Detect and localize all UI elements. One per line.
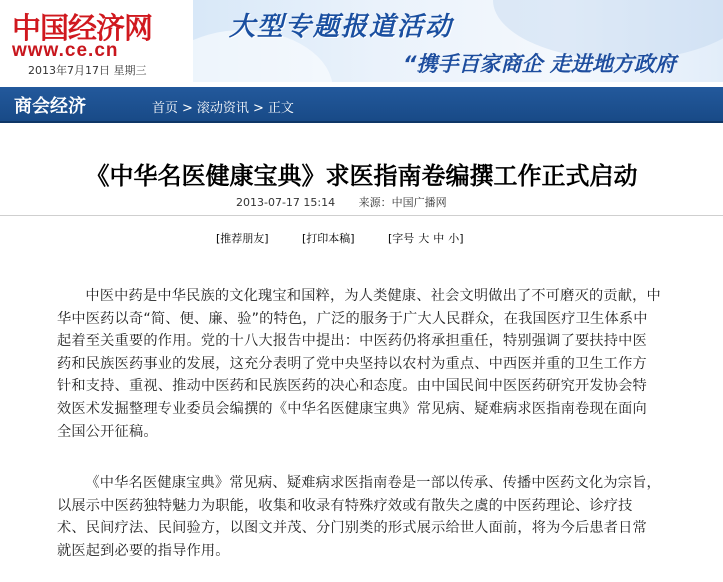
article-title: 《中华名医健康宝典》求医指南卷编撰工作正式启动 [85, 161, 638, 190]
font-size-controls [388, 230, 464, 246]
font-size-bracket: ] [459, 232, 464, 245]
breadcrumb [152, 97, 294, 116]
section-nav [0, 87, 723, 123]
recommend-friend-link[interactable]: [推荐朋友] [216, 232, 269, 245]
promo-banner[interactable] [193, 0, 723, 82]
section-title[interactable]: 商会经济 [14, 96, 86, 117]
breadcrumb-home[interactable]: 首页 [152, 101, 179, 116]
source-label: 来源： [358, 196, 392, 209]
banner-title: 大型专题报道活动 [229, 12, 454, 42]
banner-subtitle: “携手百家商企 走进地方政府 [403, 52, 676, 76]
breadcrumb-separator: > [182, 101, 193, 116]
article-timestamp: 2013-07-17 15:14 [236, 196, 336, 209]
breadcrumb-rolling-news[interactable]: 滚动资讯 [196, 101, 249, 116]
breadcrumb-separator: > [252, 101, 264, 116]
article-source[interactable]: 中国广播网 [391, 196, 447, 209]
logo-url[interactable]: www.ce.cn [12, 40, 119, 61]
site-logo[interactable] [0, 0, 193, 82]
site-header [0, 0, 723, 82]
divider [0, 215, 723, 216]
logo-text[interactable]: 中国经济网 [12, 11, 153, 45]
breadcrumb-current: 正文 [267, 101, 294, 116]
font-size-small[interactable]: 小 [448, 232, 460, 245]
article-meta [236, 194, 447, 210]
header-date: 2013年7月17日 星期三 [28, 64, 147, 77]
font-size-large[interactable]: 大 [418, 232, 430, 245]
font-size-label: [字号 [388, 232, 415, 245]
article-paragraph: 中医中药是中华民族的文化瑰宝和国粹，为人类健康、社会文明做出了不可磨灭的贡献，中华中医药以奇“简、便、廉、验”的特色，广泛的服务于广大人民群众，在我国医疗卫生体系中起着至关重要的作用。党的十八大报告中提出：中医药仍将承担重任，特别强调了要扶持中医药和民族医药事业的发展，这充分表明了党中央坚持以农村为重点、中西医并重的卫生工作方针和支持、重视、推动中医药和民族医药的决心和态度。由中国民间中医医药研究开发协会特效医术发掘整理专业委员会编撰的《中华名医健康宝典》常见病、疑难病求医指南卷现在面向全国公开征稿。 [57, 288, 661, 440]
print-article-link[interactable]: [打印本稿] [302, 232, 355, 245]
article-paragraph: 《中华名医健康宝典》常见病、疑难病求医指南卷是一部以传承、传播中医药文化为宗旨，以展示中医药独特魅力为职能，收集和收录有特殊疗效或有散失之虞的中医药理论、诊疗技术、民间疗法、民间验方，以图文并茂、分门别类的形式展示给世人面前，将为今后患者日常就医起到必要的指导作用。 [57, 475, 661, 559]
font-size-medium[interactable]: 中 [433, 232, 445, 245]
